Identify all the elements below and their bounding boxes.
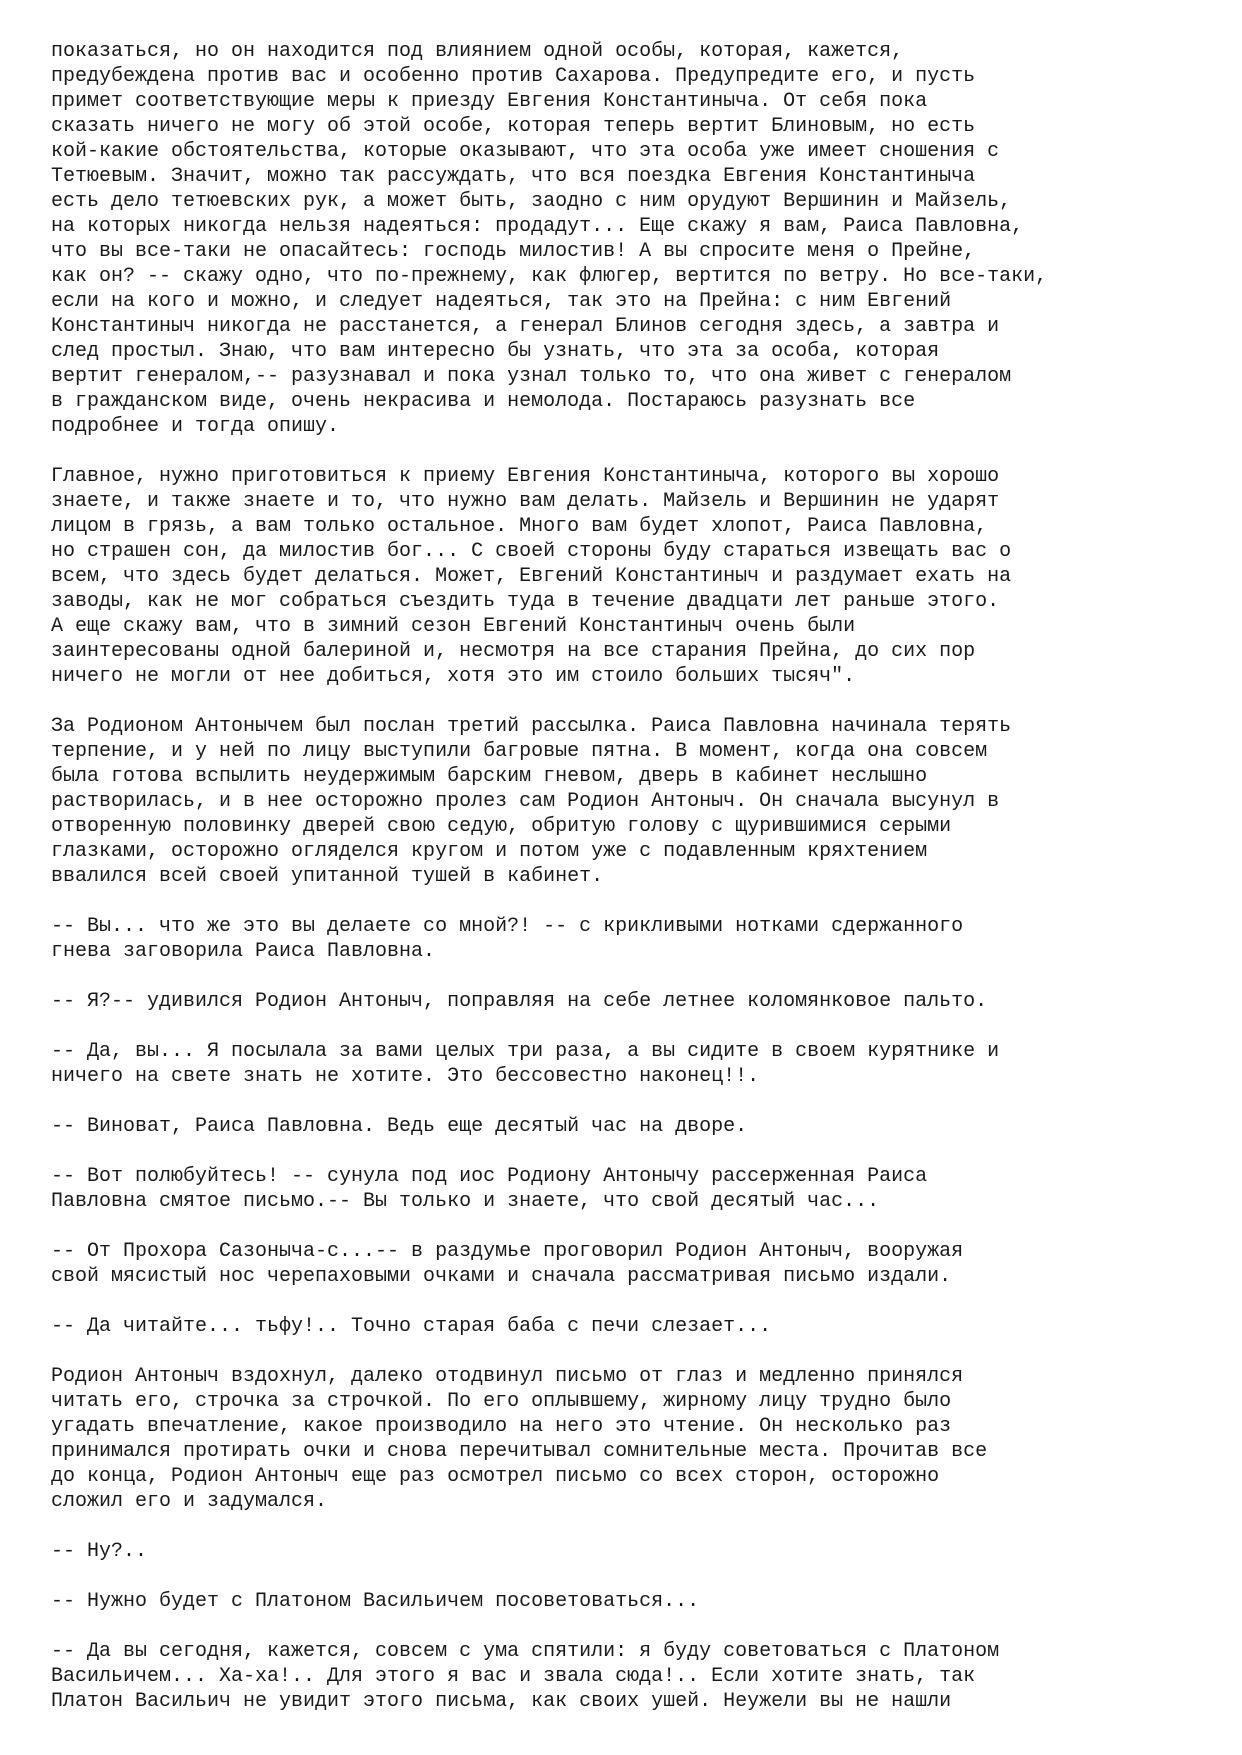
paragraph xyxy=(51,1539,1221,1564)
text-line: ничего не могли от нее добиться, хотя это им стоило больших тысяч". xyxy=(51,665,856,688)
text-line: лицом в грязь, а вам только остальное. Много вам будет хлопот, Раиса Павловна, xyxy=(51,515,988,538)
paragraph xyxy=(51,1639,1221,1714)
text-line: угадать впечатление, какое производило на него это чтение. Он несколько раз xyxy=(51,1415,952,1438)
paragraph xyxy=(51,989,1221,1014)
text-line: отворенную половинку дверей свою седую, обритую голову с щурившимися серыми xyxy=(51,815,952,838)
text-line: Родион Антоныч вздохнул, далеко отодвинул письмо от глаз и медленно принялся xyxy=(51,1365,964,1388)
text-line: сложил его и задумался. xyxy=(51,1490,328,1513)
document-page xyxy=(51,39,1221,1739)
text-line: -- От Прохора Сазоныча-с...-- в раздумье проговорил Родион Антоныч, вооружая xyxy=(51,1240,964,1263)
text-line: -- Виноват, Раиса Павловна. Ведь еще десятый час на дворе. xyxy=(51,1115,748,1138)
text-line: подробнее и тогда опишу. xyxy=(51,415,340,438)
text-line: на которых никогда нельзя надеяться: продадут... Еще скажу я вам, Раиса Павловна, xyxy=(51,215,1024,238)
paragraph xyxy=(51,39,1221,439)
paragraph xyxy=(51,1164,1221,1214)
text-line: растворилась, и в нее осторожно пролез сам Родион Антоныч. Он сначала высунул в xyxy=(51,790,1000,813)
text-line: -- Да читайте... тьфу!.. Точно старая баба с печи слезает... xyxy=(51,1315,772,1338)
text-line: читать его, строчка за строчкой. По его оплывшему, жирному лицу трудно было xyxy=(51,1390,952,1413)
text-line: ввалился всей своей упитанной тушей в кабинет. xyxy=(51,865,604,888)
text-line: предубеждена против вас и особенно против Сахарова. Предупредите его, и пусть xyxy=(51,65,976,88)
text-line: -- Да вы сегодня, кажется, совсем с ума спятили: я буду советоваться с Платоном xyxy=(51,1640,1000,1663)
text-line: что вы все-таки не опасайтесь: господь милостив! А вы спросите меня о Прейне, xyxy=(51,240,976,263)
text-line: заводы, как не мог собраться съездить туда в течение двадцати лет раньше этого. xyxy=(51,590,1000,613)
paragraph xyxy=(51,1039,1221,1089)
text-line: всем, что здесь будет делаться. Может, Евгений Константиныч и раздумает ехать на xyxy=(51,565,1012,588)
text-line: -- Вот полюбуйтесь! -- сунула под иос Родиону Антонычу рассерженная Раиса xyxy=(51,1165,928,1188)
text-line: Константиныч никогда не расстанется, а генерал Блинов сегодня здесь, а завтра и xyxy=(51,315,1000,338)
text-line: вертит генералом,-- разузнавал и пока узнал только то, что она живет с генералом xyxy=(51,365,1012,388)
paragraph xyxy=(51,1589,1221,1614)
text-line: Платон Васильич не увидит этого письма, как своих ушей. Неужели вы не нашли xyxy=(51,1690,952,1713)
text-line: в гражданском виде, очень некрасива и немолода. Постараюсь разузнать все xyxy=(51,390,916,413)
text-line: терпение, и у ней по лицу выступили багровые пятна. В момент, когда она совсем xyxy=(51,740,988,763)
text-line: примет соответствующие меры к приезду Евгения Константиныча. От себя пока xyxy=(51,90,928,113)
text-line: знаете, и также знаете и то, что нужно вам делать. Майзель и Вершинин не ударят xyxy=(51,490,1000,513)
text-line: была готова вспылить неудержимым барским гневом, дверь в кабинет неслышно xyxy=(51,765,928,788)
paragraph xyxy=(51,914,1221,964)
text-line: есть дело тетюевских рук, а может быть, заодно с ним орудуют Вершинин и Майзель, xyxy=(51,190,1012,213)
text-line: заинтересованы одной балериной и, несмотря на все старания Прейна, до сих пор xyxy=(51,640,976,663)
text-line: глазками, осторожно огляделся кругом и потом уже с подавленным кряхтением xyxy=(51,840,928,863)
text-line: свой мясистый нос черепаховыми очками и сначала рассматривая письмо издали. xyxy=(51,1265,952,1288)
text-line: сказать ничего не могу об этой особе, которая теперь вертит Блиновым, но есть xyxy=(51,115,976,138)
text-line: Главное, нужно приготовиться к приему Евгения Константиныча, которого вы хорошо xyxy=(51,465,1000,488)
text-line: но страшен сон, да милостив бог... С своей стороны буду стараться извещать вас о xyxy=(51,540,1012,563)
text-line: Васильичем... Ха-ха!.. Для этого я вас и звала сюда!.. Если хотите знать, так xyxy=(51,1665,976,1688)
paragraph xyxy=(51,464,1221,689)
text-line: -- Вы... что же это вы делаете со мной?! -- с крикливыми нотками сдержанного xyxy=(51,915,964,938)
text-line: Павловна смятое письмо.-- Вы только и знаете, что свой десятый час... xyxy=(51,1190,880,1213)
text-line: -- Я?-- удивился Родион Антоныч, поправляя на себе летнее коломянковое пальто. xyxy=(51,990,988,1013)
text-line: как он? -- скажу одно, что по-прежнему, как флюгер, вертится по ветру. Но все-таки, xyxy=(51,265,1048,288)
text-line: А еще скажу вам, что в зимний сезон Евгений Константиныч очень были xyxy=(51,615,856,638)
text-line: принимался протирать очки и снова перечитывал сомнительные места. Прочитав все xyxy=(51,1440,988,1463)
text-line: гнева заговорила Раиса Павловна. xyxy=(51,940,436,963)
text-line: -- Ну?.. xyxy=(51,1540,148,1563)
text-line: до конца, Родион Антоныч еще раз осмотрел письмо со всех сторон, осторожно xyxy=(51,1465,940,1488)
paragraph xyxy=(51,1239,1221,1289)
text-line: кой-какие обстоятельства, которые оказывают, что эта особа уже имеет сношения с xyxy=(51,140,1000,163)
text-line: -- Нужно будет с Платоном Васильичем посоветоваться... xyxy=(51,1590,700,1613)
text-line: след простыл. Знаю, что вам интересно бы узнать, что эта за особа, которая xyxy=(51,340,940,363)
text-line: показаться, но он находится под влиянием одной особы, которая, кажется, xyxy=(51,40,904,63)
text-line: За Родионом Антонычем был послан третий рассылка. Раиса Павловна начинала терять xyxy=(51,715,1012,738)
text-line: если на кого и можно, и следует надеяться, так это на Прейна: с ним Евгений xyxy=(51,290,952,313)
text-line: ничего на свете знать не хотите. Это бессовестно наконец!!. xyxy=(51,1065,760,1088)
paragraph xyxy=(51,1114,1221,1139)
paragraph xyxy=(51,1314,1221,1339)
text-line: -- Да, вы... Я посылала за вами целых три раза, а вы сидите в своем курятнике и xyxy=(51,1040,1000,1063)
paragraph xyxy=(51,714,1221,889)
paragraph xyxy=(51,1364,1221,1514)
text-line: Тетюевым. Значит, можно так рассуждать, что вся поездка Евгения Константиныча xyxy=(51,165,976,188)
